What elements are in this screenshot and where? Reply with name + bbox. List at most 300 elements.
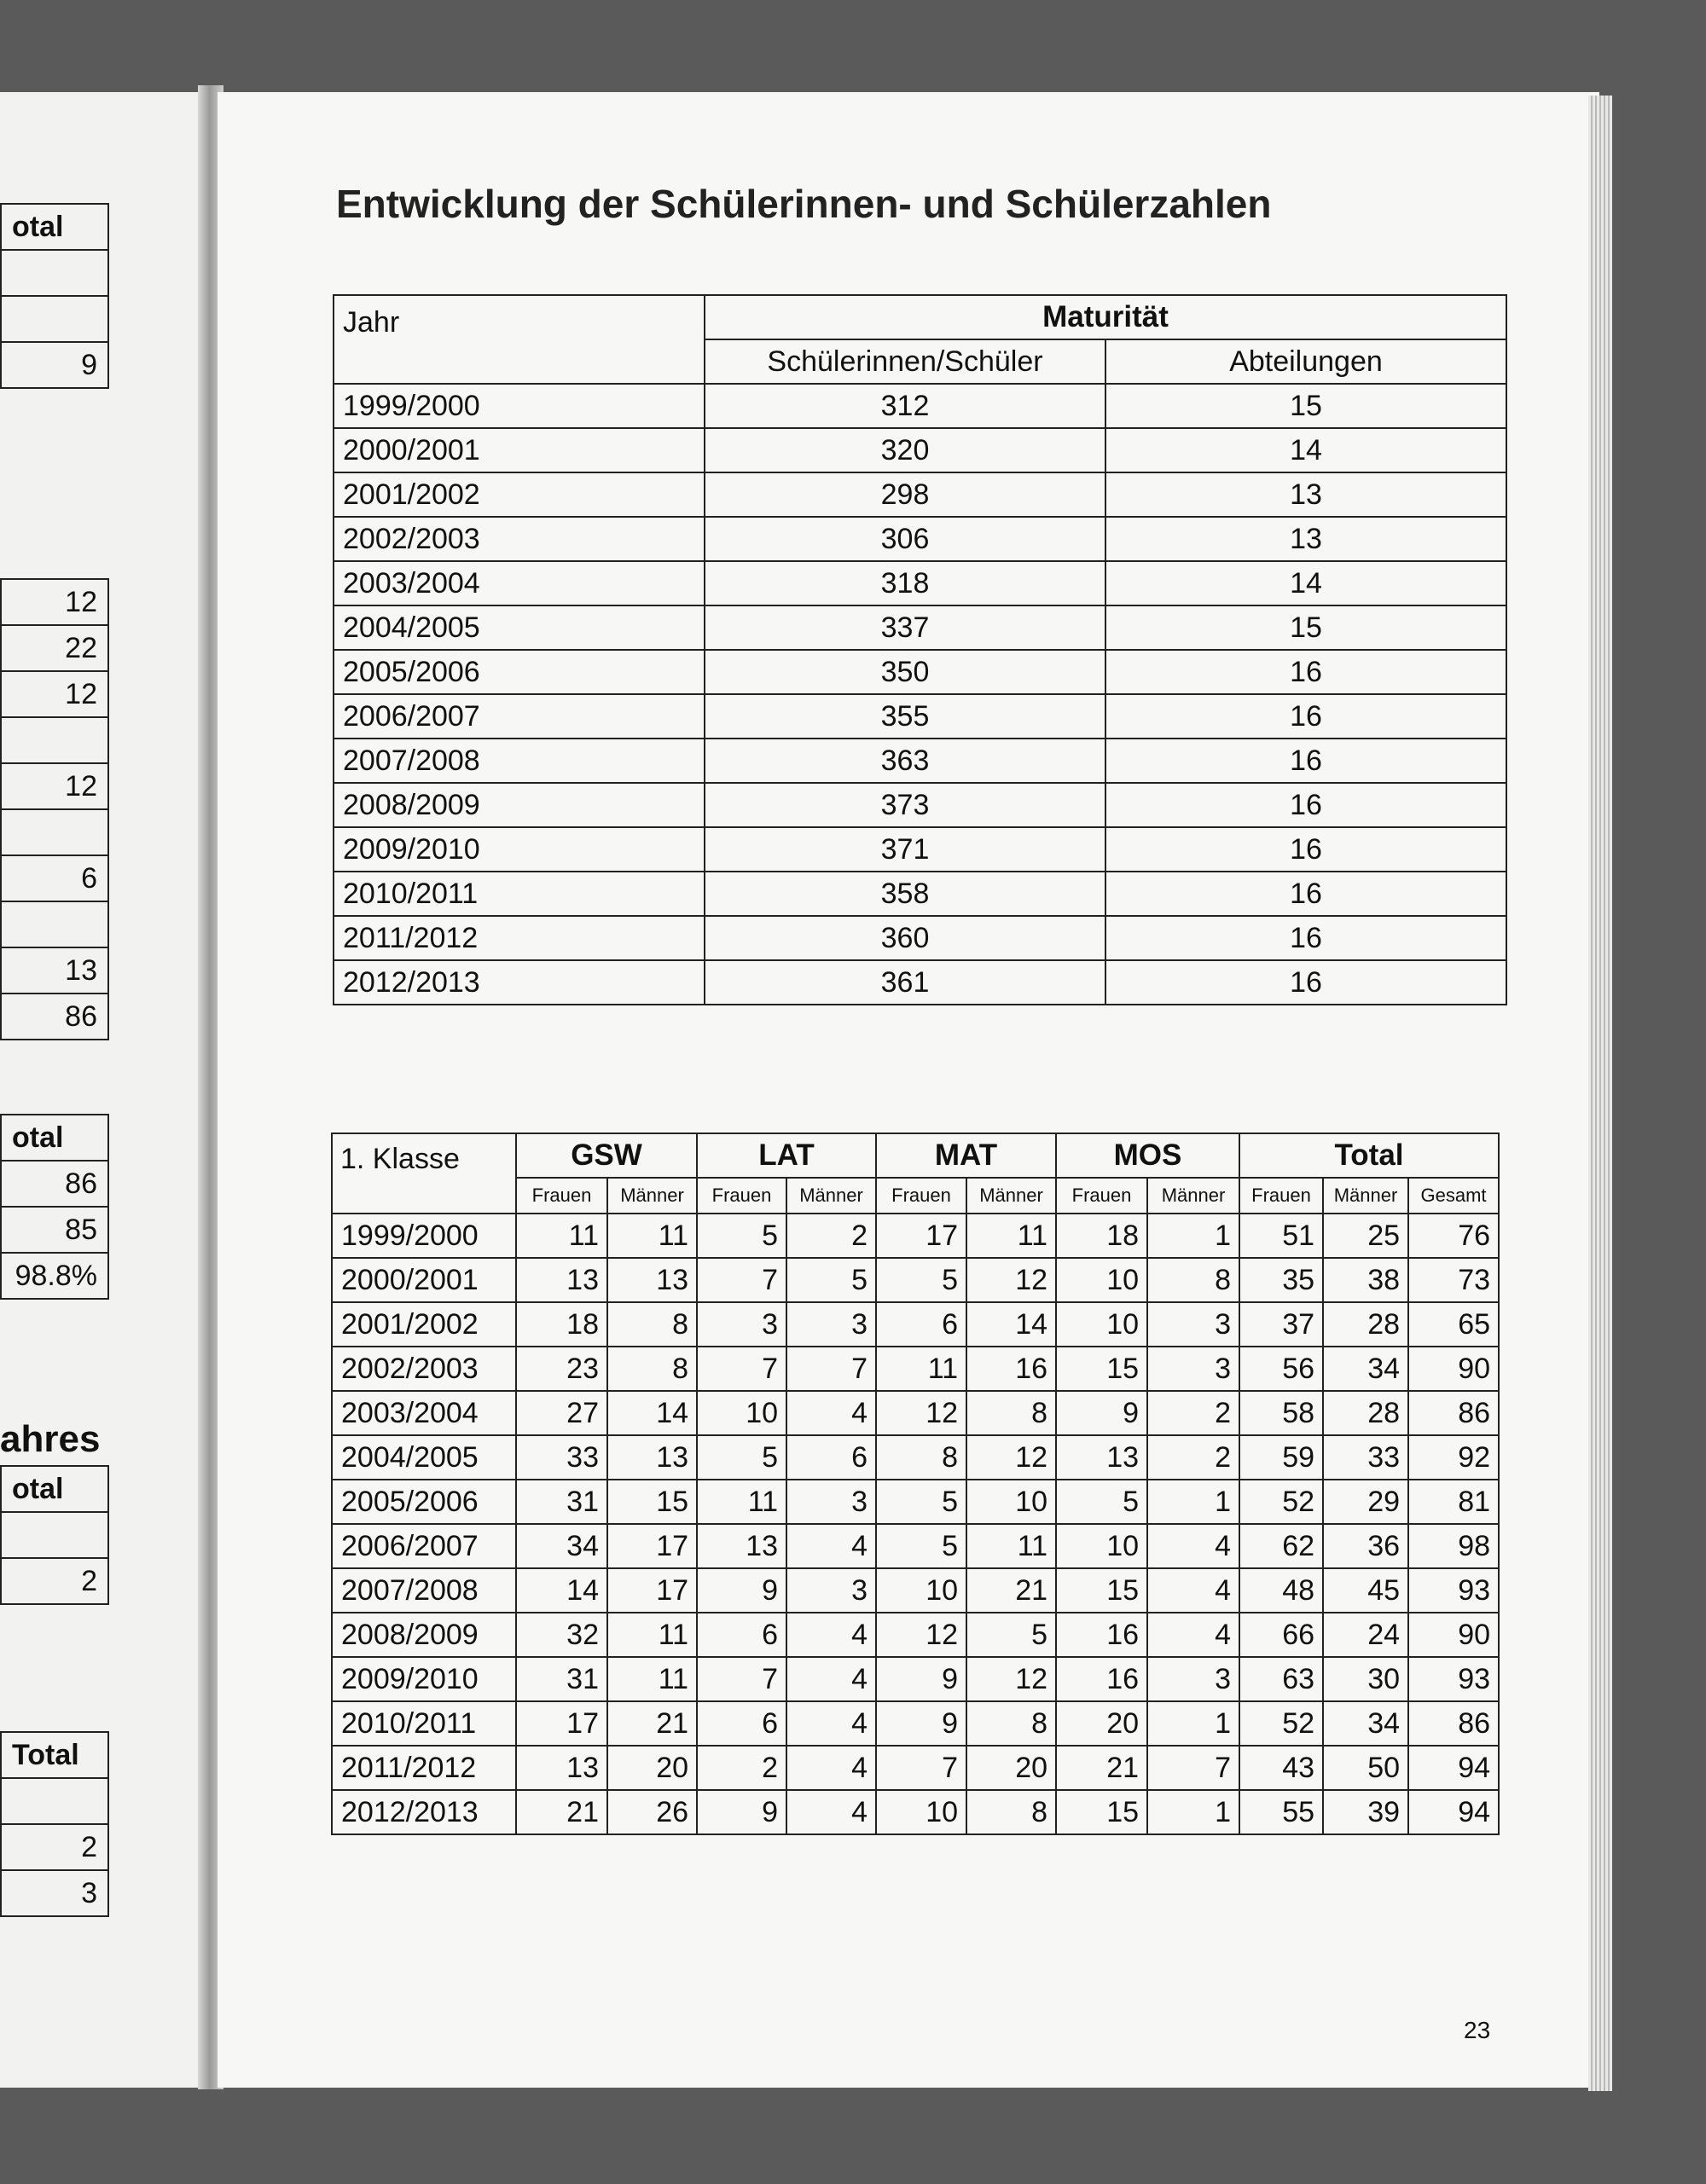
table-row bbox=[1, 1732, 108, 1778]
year-cell: 2003/2004 bbox=[334, 561, 705, 605]
value-cell: 3 bbox=[1147, 1657, 1239, 1701]
value-cell: 3 bbox=[786, 1480, 876, 1524]
value-cell: 2 bbox=[1147, 1391, 1239, 1435]
table-row bbox=[332, 1347, 1499, 1391]
page-title: Entwicklung der Schülerinnen- und Schülerzahlen bbox=[336, 182, 1272, 226]
value-cell: 81 bbox=[1408, 1480, 1499, 1524]
value-cell: 6 bbox=[697, 1613, 786, 1657]
students-cell: 360 bbox=[705, 916, 1105, 960]
table-row bbox=[1, 901, 108, 947]
value-cell: 8 bbox=[966, 1391, 1056, 1435]
left-cell bbox=[1, 1778, 108, 1824]
value-cell: 11 bbox=[966, 1524, 1056, 1568]
year-cell: 2012/2013 bbox=[332, 1790, 516, 1834]
left-cell: 2 bbox=[1, 1824, 108, 1870]
divisions-cell: 16 bbox=[1105, 916, 1506, 960]
value-cell: 3 bbox=[697, 1302, 786, 1347]
year-cell: 2006/2007 bbox=[332, 1524, 516, 1568]
group-header-lat: LAT bbox=[697, 1133, 876, 1178]
value-cell: 15 bbox=[1056, 1568, 1147, 1613]
value-cell: 86 bbox=[1408, 1701, 1499, 1746]
year-cell: 2011/2012 bbox=[334, 916, 705, 960]
value-cell: 63 bbox=[1239, 1657, 1323, 1701]
students-cell: 298 bbox=[705, 472, 1105, 517]
value-cell: 48 bbox=[1239, 1568, 1323, 1613]
value-cell: 7 bbox=[876, 1746, 966, 1790]
value-cell: 34 bbox=[1323, 1701, 1408, 1746]
group-header-mat: MAT bbox=[876, 1133, 1056, 1178]
value-cell: 1 bbox=[1147, 1480, 1239, 1524]
value-cell: 23 bbox=[516, 1347, 607, 1391]
year-cell: 2010/2011 bbox=[332, 1701, 516, 1746]
value-cell: 2 bbox=[1147, 1435, 1239, 1480]
sub-header-maenner: Männer bbox=[786, 1178, 876, 1214]
value-cell: 20 bbox=[966, 1746, 1056, 1790]
value-cell: 18 bbox=[516, 1302, 607, 1347]
students-cell: 361 bbox=[705, 960, 1105, 1005]
value-cell: 13 bbox=[697, 1524, 786, 1568]
year-cell: 2003/2004 bbox=[332, 1391, 516, 1435]
table-row bbox=[332, 1480, 1499, 1524]
table-row bbox=[334, 872, 1506, 916]
value-cell: 16 bbox=[1056, 1657, 1147, 1701]
value-cell: 76 bbox=[1408, 1214, 1499, 1258]
col-header-schueler: Schülerinnen/Schüler bbox=[705, 339, 1105, 384]
left-cell bbox=[1, 901, 108, 947]
year-cell: 2002/2003 bbox=[334, 517, 705, 561]
left-cell: 2 bbox=[1, 1558, 108, 1604]
table-row bbox=[332, 1524, 1499, 1568]
value-cell: 10 bbox=[876, 1568, 966, 1613]
year-cell: 2002/2003 bbox=[332, 1347, 516, 1391]
value-cell: 9 bbox=[876, 1701, 966, 1746]
value-cell: 10 bbox=[1056, 1524, 1147, 1568]
value-cell: 39 bbox=[1323, 1790, 1408, 1834]
left-cell: 12 bbox=[1, 579, 108, 625]
value-cell: 10 bbox=[1056, 1302, 1147, 1347]
left-cell: otal bbox=[1, 1466, 108, 1512]
left-cell: otal bbox=[1, 1115, 108, 1161]
value-cell: 43 bbox=[1239, 1746, 1323, 1790]
table-row bbox=[334, 694, 1506, 739]
students-cell: 355 bbox=[705, 694, 1105, 739]
value-cell: 5 bbox=[697, 1214, 786, 1258]
left-table-1 bbox=[0, 203, 109, 389]
value-cell: 21 bbox=[516, 1790, 607, 1834]
value-cell: 8 bbox=[607, 1302, 697, 1347]
value-cell: 29 bbox=[1323, 1480, 1408, 1524]
table-row bbox=[332, 1435, 1499, 1480]
year-cell: 2008/2009 bbox=[332, 1613, 516, 1657]
year-cell: 2001/2002 bbox=[332, 1302, 516, 1347]
year-cell: 2007/2008 bbox=[332, 1568, 516, 1613]
page-edge bbox=[1588, 96, 1612, 2091]
table-row bbox=[1, 1161, 108, 1207]
value-cell: 32 bbox=[516, 1613, 607, 1657]
table-row bbox=[1, 1778, 108, 1824]
maturitaet-table bbox=[333, 294, 1507, 1005]
students-cell: 306 bbox=[705, 517, 1105, 561]
table-row bbox=[1, 947, 108, 994]
value-cell: 17 bbox=[607, 1524, 697, 1568]
divisions-cell: 16 bbox=[1105, 872, 1506, 916]
value-cell: 20 bbox=[1056, 1701, 1147, 1746]
divisions-cell: 15 bbox=[1105, 605, 1506, 650]
value-cell: 56 bbox=[1239, 1347, 1323, 1391]
table-row bbox=[334, 783, 1506, 827]
value-cell: 93 bbox=[1408, 1568, 1499, 1613]
value-cell: 37 bbox=[1239, 1302, 1323, 1347]
value-cell: 21 bbox=[607, 1701, 697, 1746]
divisions-cell: 13 bbox=[1105, 517, 1506, 561]
value-cell: 8 bbox=[966, 1701, 1056, 1746]
left-cell: 9 bbox=[1, 342, 108, 388]
value-cell: 52 bbox=[1239, 1701, 1323, 1746]
value-cell: 4 bbox=[786, 1790, 876, 1834]
left-table-2 bbox=[0, 578, 109, 1040]
value-cell: 25 bbox=[1323, 1214, 1408, 1258]
divisions-cell: 13 bbox=[1105, 472, 1506, 517]
table-row bbox=[332, 1746, 1499, 1790]
value-cell: 5 bbox=[966, 1613, 1056, 1657]
value-cell: 12 bbox=[876, 1391, 966, 1435]
left-cell bbox=[1, 296, 108, 342]
value-cell: 58 bbox=[1239, 1391, 1323, 1435]
value-cell: 9 bbox=[1056, 1391, 1147, 1435]
value-cell: 4 bbox=[1147, 1613, 1239, 1657]
left-cell: 6 bbox=[1, 855, 108, 901]
year-cell: 2009/2010 bbox=[334, 827, 705, 872]
students-cell: 318 bbox=[705, 561, 1105, 605]
table-row bbox=[1, 763, 108, 809]
value-cell: 5 bbox=[876, 1480, 966, 1524]
value-cell: 7 bbox=[697, 1347, 786, 1391]
col-header-jahr: Jahr bbox=[334, 295, 705, 384]
value-cell: 6 bbox=[697, 1701, 786, 1746]
table-row bbox=[334, 827, 1506, 872]
value-cell: 11 bbox=[697, 1480, 786, 1524]
year-cell: 2008/2009 bbox=[334, 783, 705, 827]
value-cell: 30 bbox=[1323, 1657, 1408, 1701]
value-cell: 11 bbox=[607, 1657, 697, 1701]
table-row bbox=[332, 1302, 1499, 1347]
table-row bbox=[1, 994, 108, 1040]
value-cell: 11 bbox=[607, 1613, 697, 1657]
value-cell: 33 bbox=[1323, 1435, 1408, 1480]
table-row bbox=[1, 342, 108, 388]
sub-header-frauen: Frauen bbox=[1239, 1178, 1323, 1214]
year-cell: 2001/2002 bbox=[334, 472, 705, 517]
value-cell: 11 bbox=[876, 1347, 966, 1391]
value-cell: 28 bbox=[1323, 1391, 1408, 1435]
value-cell: 10 bbox=[1056, 1258, 1147, 1302]
value-cell: 8 bbox=[607, 1347, 697, 1391]
table-row bbox=[1, 717, 108, 763]
sub-header-maenner: Männer bbox=[607, 1178, 697, 1214]
value-cell: 9 bbox=[697, 1568, 786, 1613]
value-cell: 21 bbox=[966, 1568, 1056, 1613]
value-cell: 4 bbox=[786, 1746, 876, 1790]
table-row bbox=[1, 250, 108, 296]
year-cell: 2006/2007 bbox=[334, 694, 705, 739]
value-cell: 5 bbox=[786, 1258, 876, 1302]
divisions-cell: 16 bbox=[1105, 783, 1506, 827]
left-cell: 85 bbox=[1, 1207, 108, 1253]
divisions-cell: 16 bbox=[1105, 694, 1506, 739]
value-cell: 10 bbox=[876, 1790, 966, 1834]
table-row bbox=[332, 1790, 1499, 1834]
value-cell: 4 bbox=[786, 1701, 876, 1746]
sub-header-frauen: Frauen bbox=[1056, 1178, 1147, 1214]
value-cell: 92 bbox=[1408, 1435, 1499, 1480]
value-cell: 90 bbox=[1408, 1613, 1499, 1657]
value-cell: 17 bbox=[516, 1701, 607, 1746]
value-cell: 5 bbox=[697, 1435, 786, 1480]
divisions-cell: 14 bbox=[1105, 561, 1506, 605]
year-cell: 1999/2000 bbox=[332, 1214, 516, 1258]
value-cell: 11 bbox=[607, 1214, 697, 1258]
value-cell: 59 bbox=[1239, 1435, 1323, 1480]
value-cell: 11 bbox=[516, 1214, 607, 1258]
year-cell: 2000/2001 bbox=[332, 1258, 516, 1302]
value-cell: 93 bbox=[1408, 1657, 1499, 1701]
group-header-gsw: GSW bbox=[516, 1133, 697, 1178]
year-cell: 2005/2006 bbox=[334, 650, 705, 694]
value-cell: 21 bbox=[1056, 1746, 1147, 1790]
table-row bbox=[334, 517, 1506, 561]
table-row bbox=[332, 1391, 1499, 1435]
table-row bbox=[1, 1512, 108, 1558]
year-cell: 2012/2013 bbox=[334, 960, 705, 1005]
value-cell: 35 bbox=[1239, 1258, 1323, 1302]
value-cell: 8 bbox=[1147, 1258, 1239, 1302]
table-row bbox=[1, 1824, 108, 1870]
students-cell: 320 bbox=[705, 428, 1105, 472]
table-row bbox=[1, 296, 108, 342]
students-cell: 337 bbox=[705, 605, 1105, 650]
value-cell: 52 bbox=[1239, 1480, 1323, 1524]
value-cell: 8 bbox=[966, 1790, 1056, 1834]
value-cell: 8 bbox=[876, 1435, 966, 1480]
value-cell: 86 bbox=[1408, 1391, 1499, 1435]
students-cell: 312 bbox=[705, 384, 1105, 428]
left-cell: 86 bbox=[1, 994, 108, 1040]
value-cell: 4 bbox=[786, 1657, 876, 1701]
value-cell: 2 bbox=[786, 1214, 876, 1258]
group-header-total: Total bbox=[1239, 1133, 1499, 1178]
left-cell: 86 bbox=[1, 1161, 108, 1207]
divisions-cell: 15 bbox=[1105, 384, 1506, 428]
value-cell: 7 bbox=[697, 1657, 786, 1701]
group-header-mos: MOS bbox=[1056, 1133, 1239, 1178]
table-row bbox=[334, 384, 1506, 428]
value-cell: 10 bbox=[966, 1480, 1056, 1524]
students-cell: 363 bbox=[705, 739, 1105, 783]
value-cell: 5 bbox=[876, 1524, 966, 1568]
table-row bbox=[334, 916, 1506, 960]
value-cell: 15 bbox=[607, 1480, 697, 1524]
value-cell: 12 bbox=[966, 1657, 1056, 1701]
value-cell: 5 bbox=[876, 1258, 966, 1302]
sub-header-gesamt: Gesamt bbox=[1408, 1178, 1499, 1214]
table-row bbox=[1, 855, 108, 901]
value-cell: 73 bbox=[1408, 1258, 1499, 1302]
value-cell: 5 bbox=[1056, 1480, 1147, 1524]
value-cell: 65 bbox=[1408, 1302, 1499, 1347]
divisions-cell: 16 bbox=[1105, 827, 1506, 872]
value-cell: 90 bbox=[1408, 1347, 1499, 1391]
value-cell: 3 bbox=[1147, 1347, 1239, 1391]
table-row bbox=[332, 1657, 1499, 1701]
value-cell: 15 bbox=[1056, 1790, 1147, 1834]
value-cell: 4 bbox=[1147, 1568, 1239, 1613]
value-cell: 13 bbox=[607, 1435, 697, 1480]
table-row bbox=[1, 625, 108, 671]
left-cell: Total bbox=[1, 1732, 108, 1778]
table-row bbox=[334, 739, 1506, 783]
left-page bbox=[0, 92, 205, 2088]
value-cell: 12 bbox=[966, 1435, 1056, 1480]
value-cell: 38 bbox=[1323, 1258, 1408, 1302]
year-cell: 2011/2012 bbox=[332, 1746, 516, 1790]
value-cell: 1 bbox=[1147, 1701, 1239, 1746]
value-cell: 3 bbox=[786, 1568, 876, 1613]
divisions-cell: 16 bbox=[1105, 650, 1506, 694]
divisions-cell: 16 bbox=[1105, 739, 1506, 783]
value-cell: 50 bbox=[1323, 1746, 1408, 1790]
year-cell: 2000/2001 bbox=[334, 428, 705, 472]
col-header-maturitaet: Maturität bbox=[705, 295, 1506, 339]
table-row bbox=[334, 472, 1506, 517]
left-cell: 12 bbox=[1, 763, 108, 809]
value-cell: 13 bbox=[516, 1258, 607, 1302]
value-cell: 4 bbox=[786, 1613, 876, 1657]
table-row bbox=[1, 1466, 108, 1512]
table-row bbox=[332, 1613, 1499, 1657]
left-cell: 22 bbox=[1, 625, 108, 671]
value-cell: 14 bbox=[607, 1391, 697, 1435]
value-cell: 34 bbox=[516, 1524, 607, 1568]
divisions-cell: 16 bbox=[1105, 960, 1506, 1005]
table-row bbox=[1, 204, 108, 250]
table-row bbox=[334, 561, 1506, 605]
left-cell: 3 bbox=[1, 1870, 108, 1916]
table-row bbox=[1, 1558, 108, 1604]
col-header-klasse: 1. Klasse bbox=[332, 1133, 516, 1214]
table-row bbox=[1, 1207, 108, 1253]
table-row bbox=[1, 579, 108, 625]
value-cell: 26 bbox=[607, 1790, 697, 1834]
value-cell: 4 bbox=[786, 1524, 876, 1568]
value-cell: 20 bbox=[607, 1746, 697, 1790]
value-cell: 27 bbox=[516, 1391, 607, 1435]
value-cell: 12 bbox=[876, 1613, 966, 1657]
table-row bbox=[1, 1115, 108, 1161]
left-table-4 bbox=[0, 1465, 109, 1605]
value-cell: 3 bbox=[786, 1302, 876, 1347]
value-cell: 34 bbox=[1323, 1347, 1408, 1391]
col-header-abteilungen: Abteilungen bbox=[1105, 339, 1506, 384]
value-cell: 7 bbox=[697, 1258, 786, 1302]
left-cell bbox=[1, 809, 108, 855]
left-cell: 98.8% bbox=[1, 1253, 108, 1299]
value-cell: 13 bbox=[516, 1746, 607, 1790]
value-cell: 13 bbox=[607, 1258, 697, 1302]
students-cell: 350 bbox=[705, 650, 1105, 694]
value-cell: 94 bbox=[1408, 1790, 1499, 1834]
value-cell: 12 bbox=[966, 1258, 1056, 1302]
value-cell: 28 bbox=[1323, 1302, 1408, 1347]
value-cell: 1 bbox=[1147, 1214, 1239, 1258]
value-cell: 2 bbox=[697, 1746, 786, 1790]
table-row bbox=[334, 428, 1506, 472]
left-cell bbox=[1, 717, 108, 763]
year-cell: 2009/2010 bbox=[332, 1657, 516, 1701]
table-row bbox=[1, 1253, 108, 1299]
year-cell: 2005/2006 bbox=[332, 1480, 516, 1524]
sub-header-frauen: Frauen bbox=[876, 1178, 966, 1214]
year-cell: 2007/2008 bbox=[334, 739, 705, 783]
left-table-3 bbox=[0, 1114, 109, 1300]
table-row bbox=[334, 960, 1506, 1005]
value-cell: 13 bbox=[1056, 1435, 1147, 1480]
sub-header-frauen: Frauen bbox=[697, 1178, 786, 1214]
value-cell: 15 bbox=[1056, 1347, 1147, 1391]
students-cell: 358 bbox=[705, 872, 1105, 916]
table-row bbox=[332, 1214, 1499, 1258]
left-cell: otal bbox=[1, 204, 108, 250]
students-cell: 373 bbox=[705, 783, 1105, 827]
table-row bbox=[1, 809, 108, 855]
sub-header-maenner: Männer bbox=[1147, 1178, 1239, 1214]
value-cell: 66 bbox=[1239, 1613, 1323, 1657]
table-row bbox=[332, 1258, 1499, 1302]
students-cell: 371 bbox=[705, 827, 1105, 872]
value-cell: 33 bbox=[516, 1435, 607, 1480]
sub-header-maenner: Männer bbox=[1323, 1178, 1408, 1214]
value-cell: 4 bbox=[786, 1391, 876, 1435]
table-row bbox=[332, 1568, 1499, 1613]
value-cell: 6 bbox=[876, 1302, 966, 1347]
value-cell: 16 bbox=[966, 1347, 1056, 1391]
value-cell: 11 bbox=[966, 1214, 1056, 1258]
value-cell: 6 bbox=[786, 1435, 876, 1480]
table-row bbox=[332, 1701, 1499, 1746]
left-cell: 12 bbox=[1, 671, 108, 717]
left-cell bbox=[1, 250, 108, 296]
value-cell: 7 bbox=[1147, 1746, 1239, 1790]
year-cell: 2010/2011 bbox=[334, 872, 705, 916]
table-row bbox=[334, 605, 1506, 650]
left-cell bbox=[1, 1512, 108, 1558]
value-cell: 94 bbox=[1408, 1746, 1499, 1790]
value-cell: 51 bbox=[1239, 1214, 1323, 1258]
erste-klasse-table bbox=[331, 1133, 1500, 1835]
year-cell: 2004/2005 bbox=[332, 1435, 516, 1480]
value-cell: 17 bbox=[876, 1214, 966, 1258]
table-row bbox=[334, 650, 1506, 694]
value-cell: 31 bbox=[516, 1657, 607, 1701]
value-cell: 10 bbox=[697, 1391, 786, 1435]
left-heading-fragment: ahres bbox=[0, 1418, 101, 1460]
page-number: 23 bbox=[1464, 2017, 1491, 2043]
year-cell: 2004/2005 bbox=[334, 605, 705, 650]
value-cell: 55 bbox=[1239, 1790, 1323, 1834]
value-cell: 24 bbox=[1323, 1613, 1408, 1657]
value-cell: 16 bbox=[1056, 1613, 1147, 1657]
sub-header-maenner: Männer bbox=[966, 1178, 1056, 1214]
value-cell: 18 bbox=[1056, 1214, 1147, 1258]
